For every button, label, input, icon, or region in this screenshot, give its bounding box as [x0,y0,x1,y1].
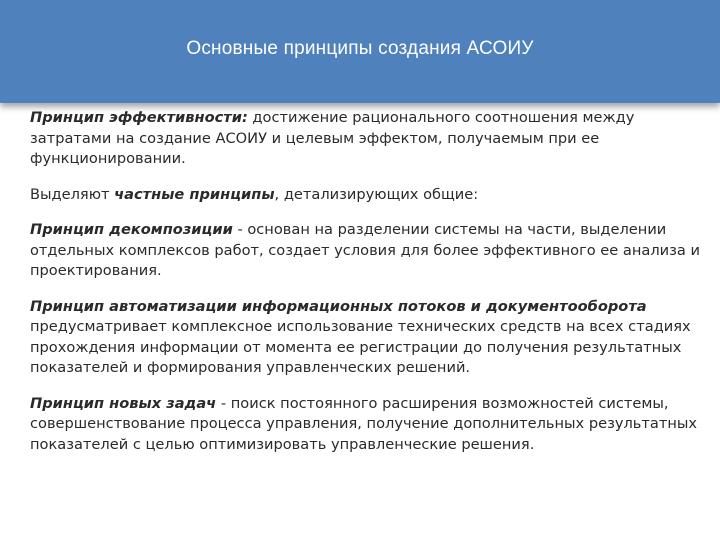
paragraph-particular-principles [30,185,700,206]
title-bar [0,0,720,103]
principle-term: Принцип декомпозиции [30,221,233,238]
slide-content [30,108,700,470]
principle-term: Принцип автоматизации информационных потоков и документооборота [30,297,647,315]
paragraph-automation [30,297,700,379]
paragraph-text: - поиск постоянного расширения возможностей системы, совершенствование процесса управления, получение дополнительных результатных показателей с целью оптимизировать управленческие решения. [30,394,698,453]
principle-term: Принцип эффективности: [30,109,248,126]
paragraph-efficiency [30,108,700,170]
paragraph-text: - основан на разделении системы на части, выделении отдельных комплексов работ, создает условия для более эффективного ее анализа и проектирования. [30,221,700,279]
principle-term: Принцип новых задач [30,394,217,412]
paragraph-lead: Выделяют [30,185,115,203]
paragraph-text: предусматривает комплексное использование технических средств на всех стадиях прохождения информации от момента ее регистрации до получения результатных показателей и формирования управленческих решений. [30,318,691,376]
principle-term: частные принципы [114,185,275,203]
paragraph-decomposition [30,220,700,282]
paragraph-text: , детализирующих общие: [274,185,479,203]
paragraph-new-tasks [30,394,700,456]
slide-title: Основные принципы создания АСОИУ [186,38,534,59]
paragraph-text: достижение рационального соотношения между затратами на создание АСОИУ и целевым эффектом, получаемым при ее функционировании. [30,109,635,167]
